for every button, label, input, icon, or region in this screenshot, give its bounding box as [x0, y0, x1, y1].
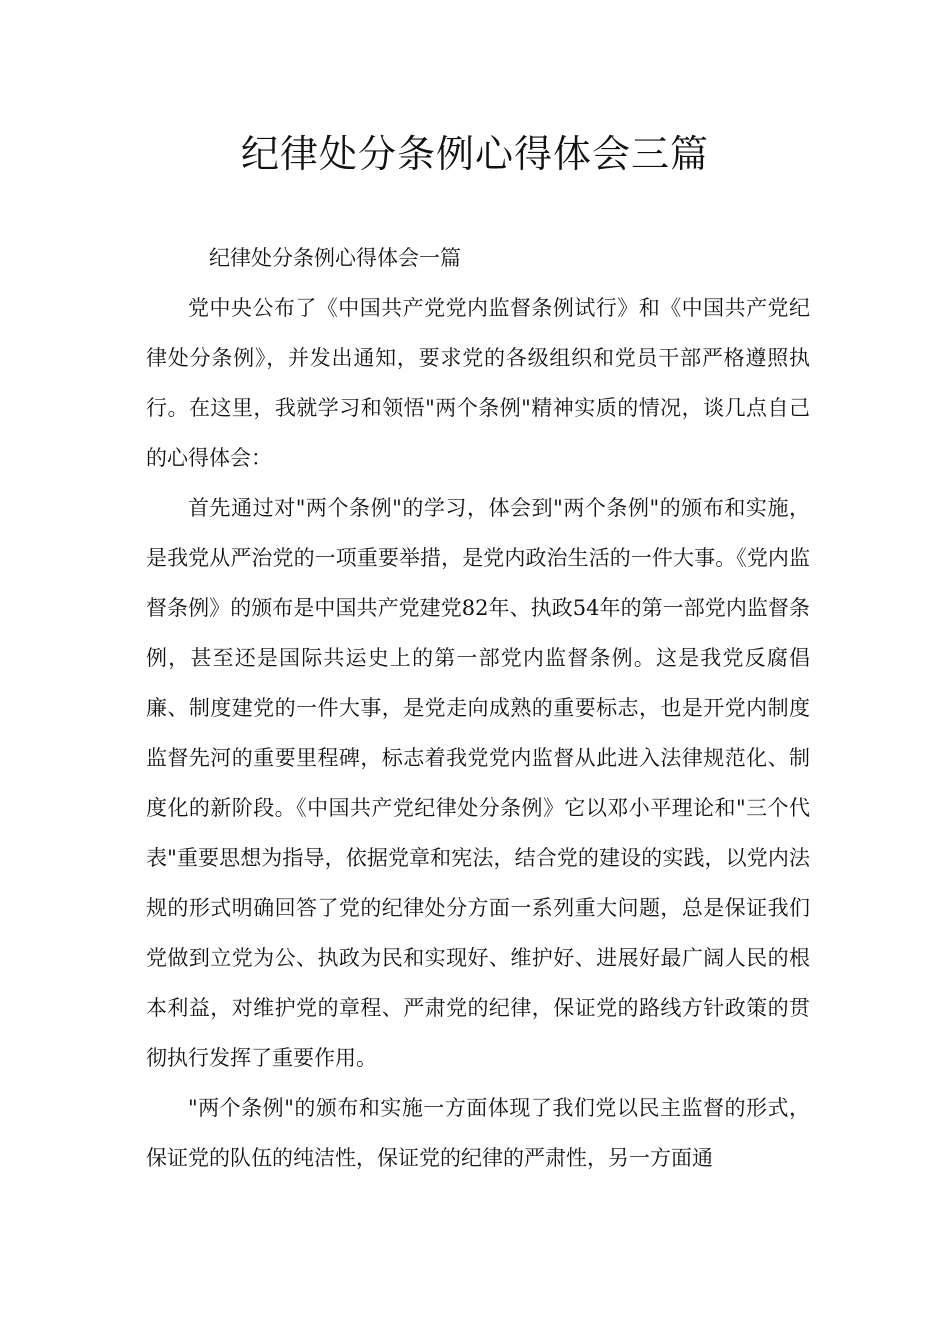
- paragraph-3: "两个条例"的颁布和实施一方面体现了我们党以民主监督的形式，保证党的队伍的纯洁性，保证党的纪律的严肃性，另一方面通: [146, 1096, 810, 1170]
- section-subtitle: 纪律处分条例心得体会一篇: [209, 246, 461, 270]
- paragraph-1: 党中央公布了《中国共产党党内监督条例试行》和《中国共产党纪律处分条例》，并发出通知，要求党的各级组织和党员干部严格遵照执行。在这里，我就学习和领悟"两个条例"精神实质的情况，谈几点自己的心得体会：: [146, 296, 810, 470]
- document-body: [146, 233, 810, 1183]
- paragraph-2: 首先通过对"两个条例"的学习，体会到"两个条例"的颁布和实施，是我党从严治党的一项重要举措，是党内政治生活的一件大事。《党内监督条例》的颁布是中国共产党建党82年、执政54年的第一部党内监督条例，甚至还是国际共运史上的第一部党内监督条例。这是我党反腐倡廉、制度建党的一件大事，是党走向成熟的重要标志，也是开党内制度监督先河的重要里程碑，标志着我党党内监督从此进入法律规范化、制度化的新阶段。《中国共产党纪律处分条例》它以邓小平理论和"三个代表"重要思想为指导，依据党章和宪法，结合党的建设的实践，以党内法规的形式明确回答了党的纪律处分方面一系列重大问题，总是保证我们党做到立党为公、执政为民和实现好、维护好、进展好最广阔人民的根本利益，对维护党的章程、严肃党的纪律，保证党的路线方针政策的贯彻执行发挥了重要作用。: [146, 496, 810, 1070]
- document-title: 纪律处分条例心得体会三篇: [240, 132, 709, 176]
